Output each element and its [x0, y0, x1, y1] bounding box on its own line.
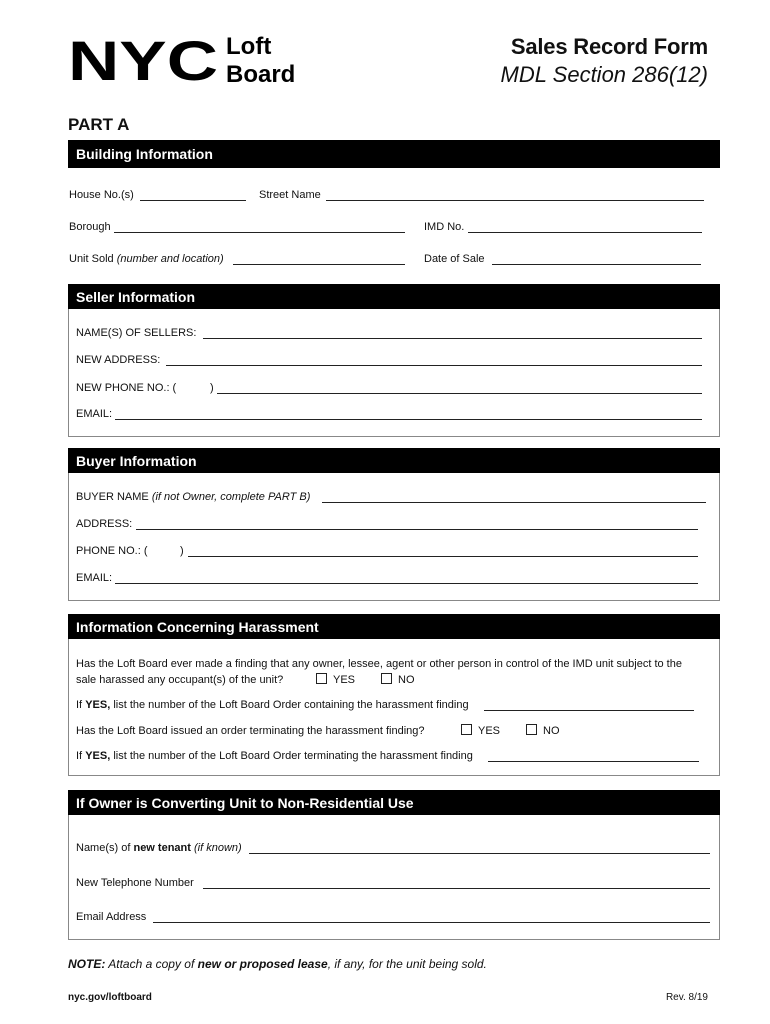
unit-sold-label: Unit Sold (number and location) — [69, 253, 224, 265]
harassment-header: Information Concerning Harassment — [68, 614, 720, 639]
q2-no-option[interactable]: NO — [526, 724, 560, 738]
imd-no-field[interactable] — [468, 232, 702, 233]
q2-followup-label: If YES, list the number of the Loft Board Order terminating the harassment finding — [76, 750, 473, 762]
building-info-header: Building Information — [68, 140, 720, 168]
seller-phone-paren: ) — [210, 382, 214, 394]
seller-address-field[interactable] — [166, 365, 702, 366]
harassment-q1-line2: sale harassed any occupant(s) of the unit? — [76, 674, 284, 686]
buyer-address-label: ADDRESS: — [76, 518, 133, 530]
nyc-loft-board-logo — [68, 30, 308, 88]
borough-label: Borough — [69, 221, 111, 233]
footer-url[interactable]: nyc.gov/loftboard — [68, 992, 152, 1003]
new-tenant-field[interactable] — [249, 853, 710, 854]
q2-no-checkbox[interactable] — [526, 724, 537, 735]
q1-yes-checkbox[interactable] — [316, 673, 327, 684]
buyer-info-header: Buyer Information — [68, 448, 720, 473]
date-of-sale-field[interactable] — [492, 264, 701, 265]
buyer-phone-label: PHONE NO.: ( — [76, 545, 148, 557]
new-tenant-label: Name(s) of new tenant (if known) — [76, 842, 242, 854]
form-title — [501, 33, 709, 89]
footer-revision: Rev. 8/19 — [665, 992, 708, 1003]
svg-text:Loft: Loft — [226, 33, 272, 60]
seller-email-label: EMAIL: — [76, 408, 113, 420]
q2-yes-checkbox[interactable] — [461, 724, 472, 735]
seller-phone-label: NEW PHONE NO.: ( — [76, 382, 177, 394]
seller-info-header: Seller Information — [68, 284, 720, 309]
email-address-field[interactable] — [153, 922, 710, 923]
seller-names-label: NAME(S) OF SELLERS: — [76, 327, 197, 339]
q1-order-number-field[interactable] — [484, 710, 694, 711]
harassment-q1-line1: Has the Loft Board ever made a finding that any owner, lessee, agent or other person in control of the IMD unit subject to the — [76, 658, 682, 670]
q1-no-option[interactable]: NO — [381, 673, 415, 687]
q1-followup-label: If YES, list the number of the Loft Board Order containing the harassment finding — [76, 699, 469, 711]
new-phone-label: New Telephone Number — [76, 877, 194, 889]
buyer-email-field[interactable] — [115, 583, 698, 584]
borough-field[interactable] — [114, 232, 405, 233]
date-of-sale-label: Date of Sale — [424, 253, 485, 265]
seller-phone-field[interactable] — [217, 393, 702, 394]
unit-sold-field[interactable] — [233, 264, 405, 265]
street-name-field[interactable] — [326, 200, 704, 201]
street-name-label: Street Name — [259, 189, 321, 201]
seller-names-field[interactable] — [203, 338, 702, 339]
buyer-phone-paren: ) — [180, 545, 184, 557]
buyer-address-field[interactable] — [136, 529, 698, 530]
q1-no-checkbox[interactable] — [381, 673, 392, 684]
q2-yes-option[interactable]: YES — [461, 724, 500, 738]
q1-yes-option[interactable]: YES — [316, 673, 355, 687]
svg-text:Board: Board — [226, 61, 296, 88]
buyer-email-label: EMAIL: — [76, 572, 113, 584]
seller-email-field[interactable] — [115, 419, 702, 420]
buyer-name-field[interactable] — [322, 502, 706, 503]
house-no-field[interactable] — [140, 200, 246, 201]
q2-order-number-field[interactable] — [488, 761, 699, 762]
title-line2: MDL Section 286(12) — [500, 62, 708, 87]
buyer-name-label: BUYER NAME (if not Owner, complete PART B) — [76, 491, 311, 503]
svg-text:NYC: NYC — [68, 30, 218, 88]
seller-address-label: NEW ADDRESS: — [76, 354, 161, 366]
converting-header: If Owner is Converting Unit to Non-Residential Use — [68, 790, 720, 815]
buyer-phone-field[interactable] — [188, 556, 698, 557]
lease-note: NOTE: Attach a copy of new or proposed lease, if any, for the unit being sold. — [68, 957, 487, 971]
title-line1: Sales Record Form — [510, 34, 708, 59]
email-address-label: Email Address — [76, 911, 147, 923]
part-a-heading: PART A — [68, 115, 130, 134]
house-no-label: House No.(s) — [69, 189, 134, 201]
new-phone-field[interactable] — [203, 888, 710, 889]
imd-no-label: IMD No. — [424, 221, 465, 233]
harassment-q2: Has the Loft Board issued an order terminating the harassment finding? — [76, 725, 425, 737]
